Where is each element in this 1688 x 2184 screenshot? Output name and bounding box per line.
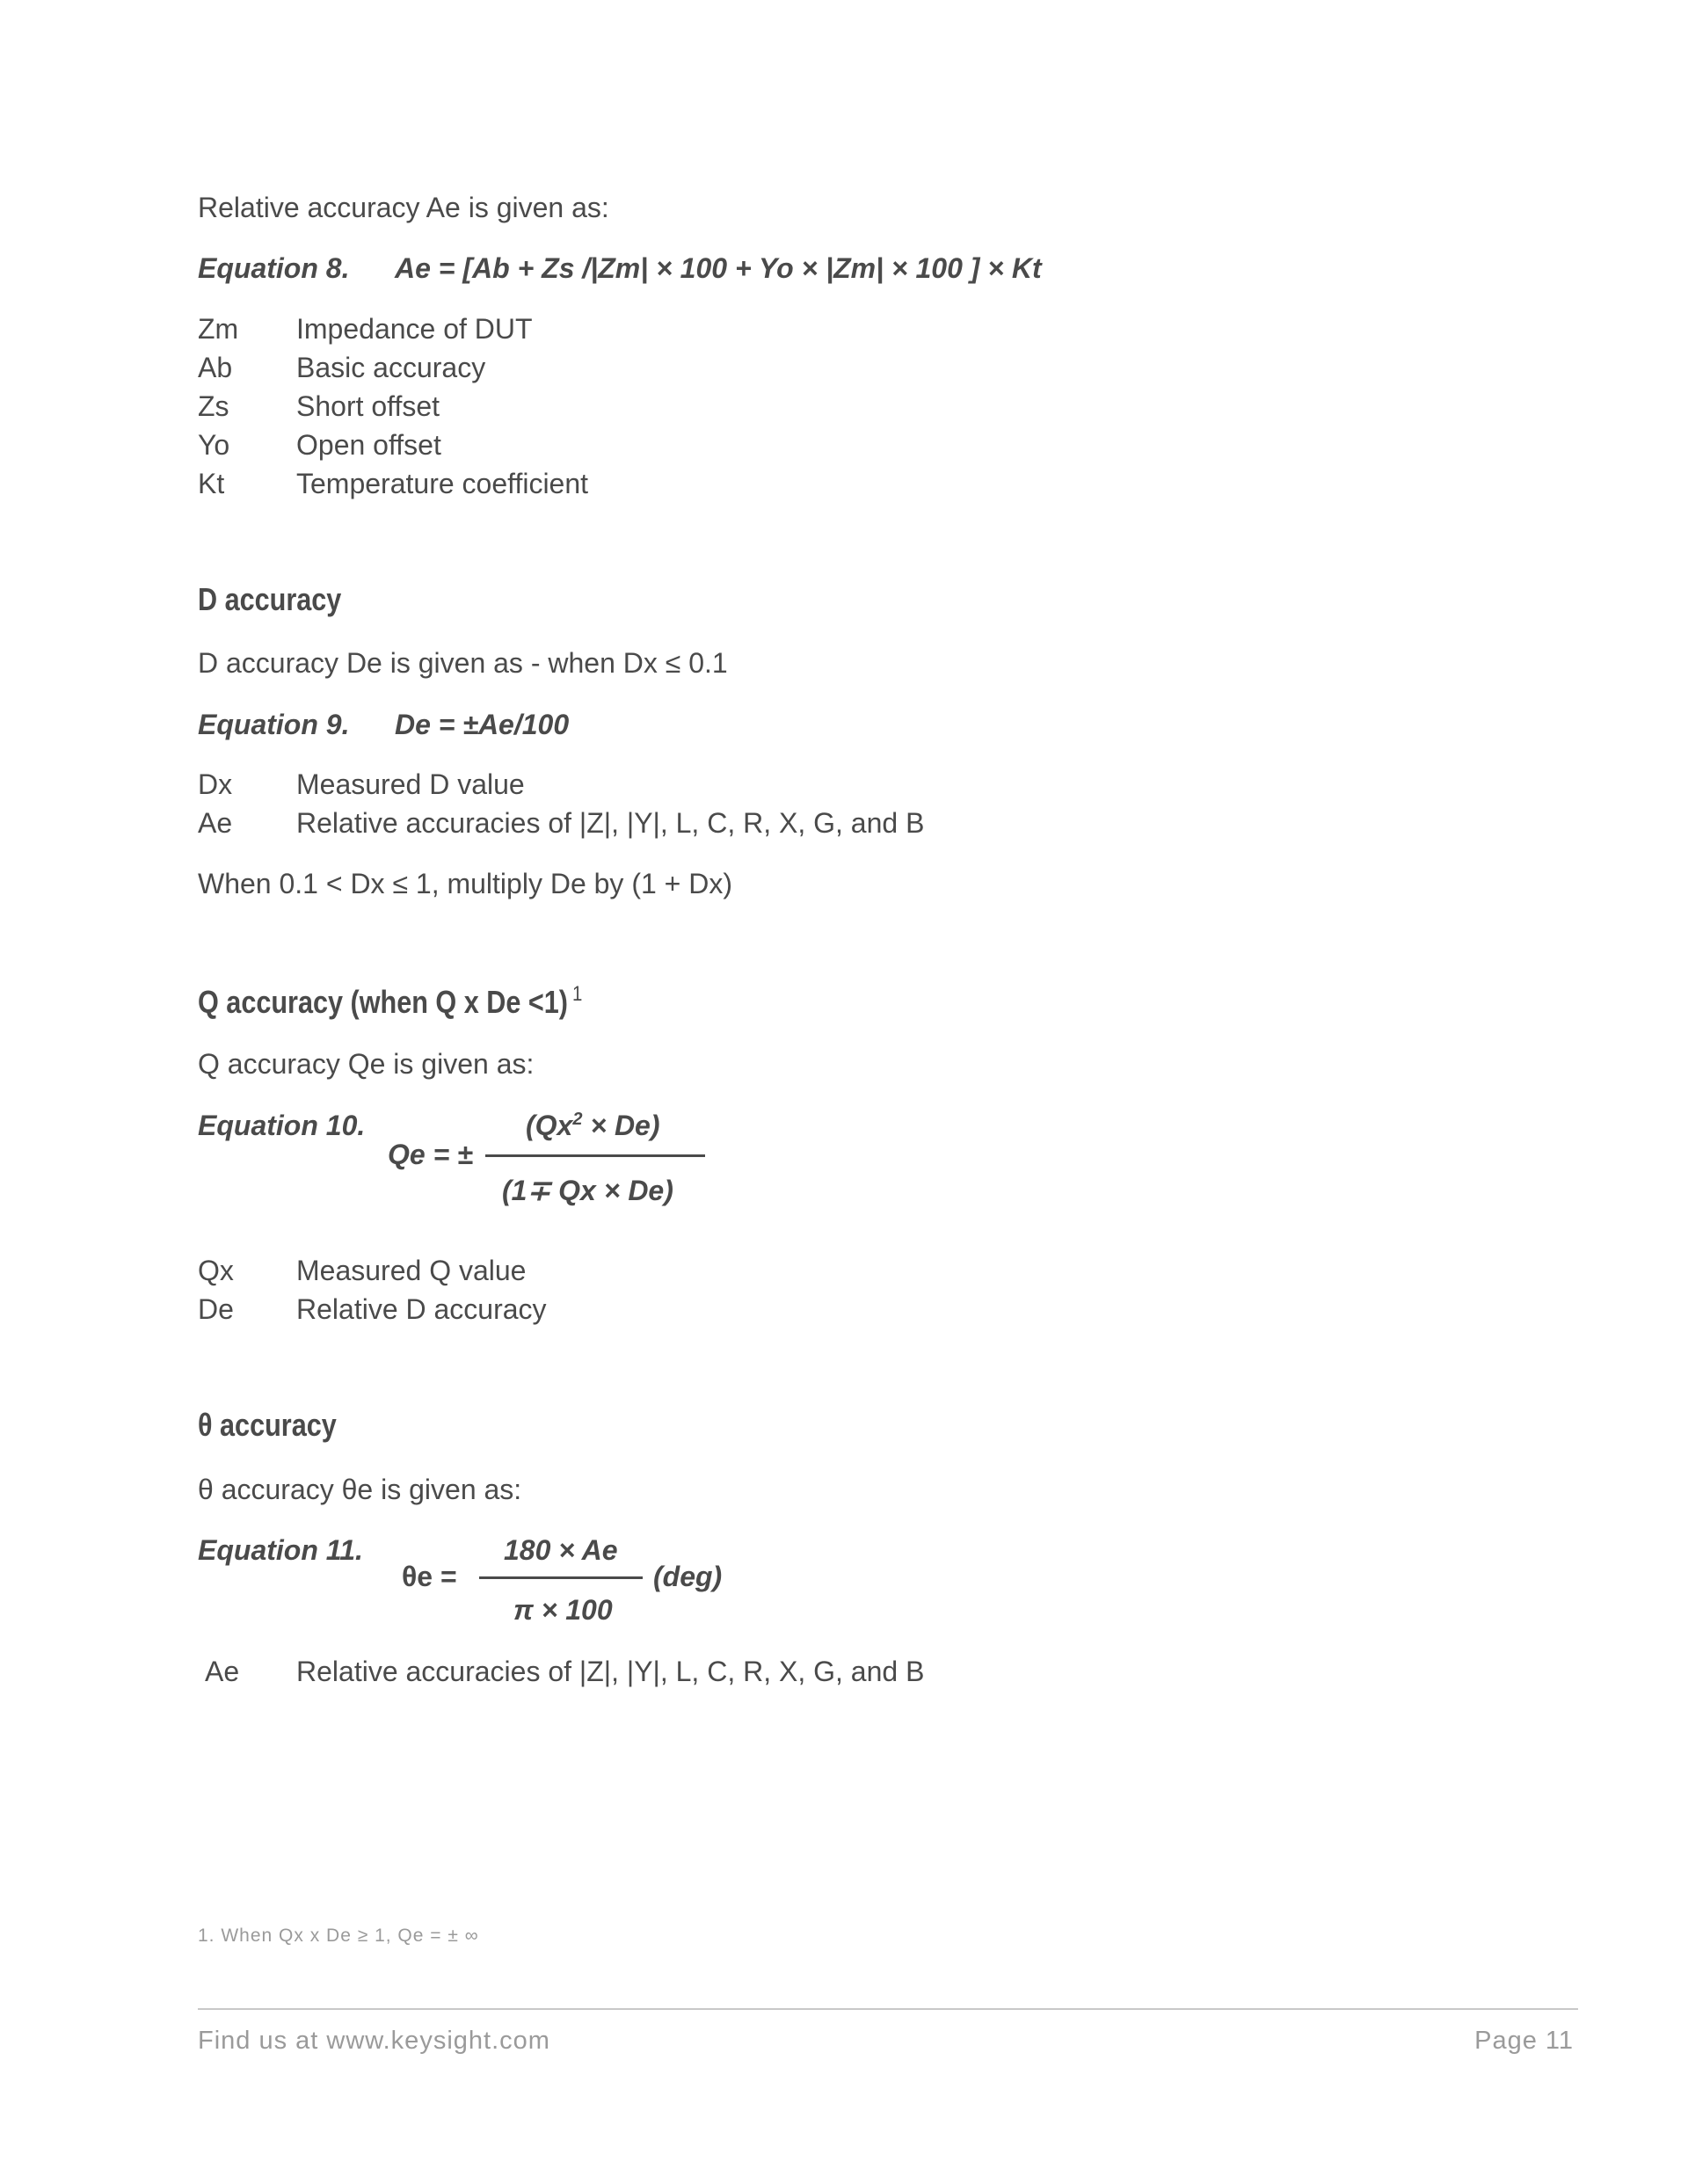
page-number: Page 11 <box>1474 2027 1574 2055</box>
definition-description: Open offset <box>296 429 441 461</box>
definition-symbol: Kt <box>198 468 225 499</box>
footer-website-text: Find us at www.keysight.com <box>198 2027 550 2055</box>
definition-symbol: Dx <box>198 768 233 800</box>
equation-10-denominator: (1∓ Qx × De) <box>502 1175 673 1206</box>
definition-symbol: Ae <box>205 1656 240 1687</box>
d-accuracy-heading: D accuracy <box>198 581 342 617</box>
equation-10-label: Equation 10. <box>198 1110 366 1141</box>
definition-description: Short offset <box>296 390 440 422</box>
definition-symbol: Zs <box>198 390 229 422</box>
q-accuracy-intro: Q accuracy Qe is given as: <box>198 1048 535 1080</box>
definition-description: Relative accuracies of |Z|, |Y|, L, C, R, X, G, and B <box>296 807 925 839</box>
numerator-base: (Qx <box>526 1110 573 1141</box>
equation-11-unit: (deg) <box>653 1561 723 1592</box>
theta-accuracy-heading: θ accuracy <box>198 1407 337 1443</box>
footnote: 1. When Qx x De ≥ 1, Qe = ± ∞ <box>198 1926 479 1946</box>
relative-accuracy-intro: Relative accuracy Ae is given as: <box>198 192 609 223</box>
d-accuracy-intro: D accuracy De is given as - when Dx ≤ 0.1 <box>198 647 728 679</box>
equation-9-formula: De = ±Ae/100 <box>395 709 570 740</box>
footnote-reference: 1 <box>572 982 583 1006</box>
definition-symbol: Zm <box>198 313 239 345</box>
footer-divider <box>198 2008 1578 2010</box>
equation-11-fraction-bar <box>479 1576 643 1579</box>
equation-11-numerator: 180 × Ae <box>504 1534 618 1566</box>
d-accuracy-note: When 0.1 < Dx ≤ 1, multiply De by (1 + Dx) <box>198 868 732 899</box>
equation-8-formula: Ae = [Ab + Zs /|Zm| × 100 + Yo × |Zm| × 100 ] × Kt <box>395 252 1042 284</box>
definition-symbol: Qx <box>198 1255 234 1286</box>
definition-symbol: De <box>198 1293 234 1325</box>
q-accuracy-heading <box>198 982 582 1021</box>
definition-description: Temperature coefficient <box>296 468 589 499</box>
equation-9-label: Equation 9. <box>198 709 350 740</box>
equation-10-numerator <box>526 1110 660 1142</box>
definition-symbol: Yo <box>198 429 230 461</box>
definition-description: Relative accuracies of |Z|, |Y|, L, C, R, X, G, and B <box>296 1656 925 1687</box>
definition-symbol: Ab <box>198 352 233 383</box>
q-accuracy-heading-text: Q accuracy (when Q x De <1) <box>198 984 568 1020</box>
equation-10-lhs: Qe = ± <box>388 1139 473 1170</box>
numerator-rest: × De) <box>582 1110 660 1141</box>
theta-accuracy-intro: θ accuracy θe is given as: <box>198 1474 522 1505</box>
numerator-exponent: 2 <box>572 1110 583 1129</box>
equation-11-denominator: π × 100 <box>513 1594 613 1626</box>
definition-description: Basic accuracy <box>296 352 486 383</box>
definition-symbol: Ae <box>198 807 233 839</box>
equation-10-fraction-bar <box>485 1154 705 1157</box>
equation-8-label: Equation 8. <box>198 252 350 284</box>
definition-description: Measured Q value <box>296 1255 527 1286</box>
equation-11-lhs: θe = <box>402 1561 457 1592</box>
definition-description: Measured D value <box>296 768 525 800</box>
definition-description: Relative D accuracy <box>296 1293 547 1325</box>
definition-description: Impedance of DUT <box>296 313 533 345</box>
equation-11-label: Equation 11. <box>198 1534 363 1566</box>
